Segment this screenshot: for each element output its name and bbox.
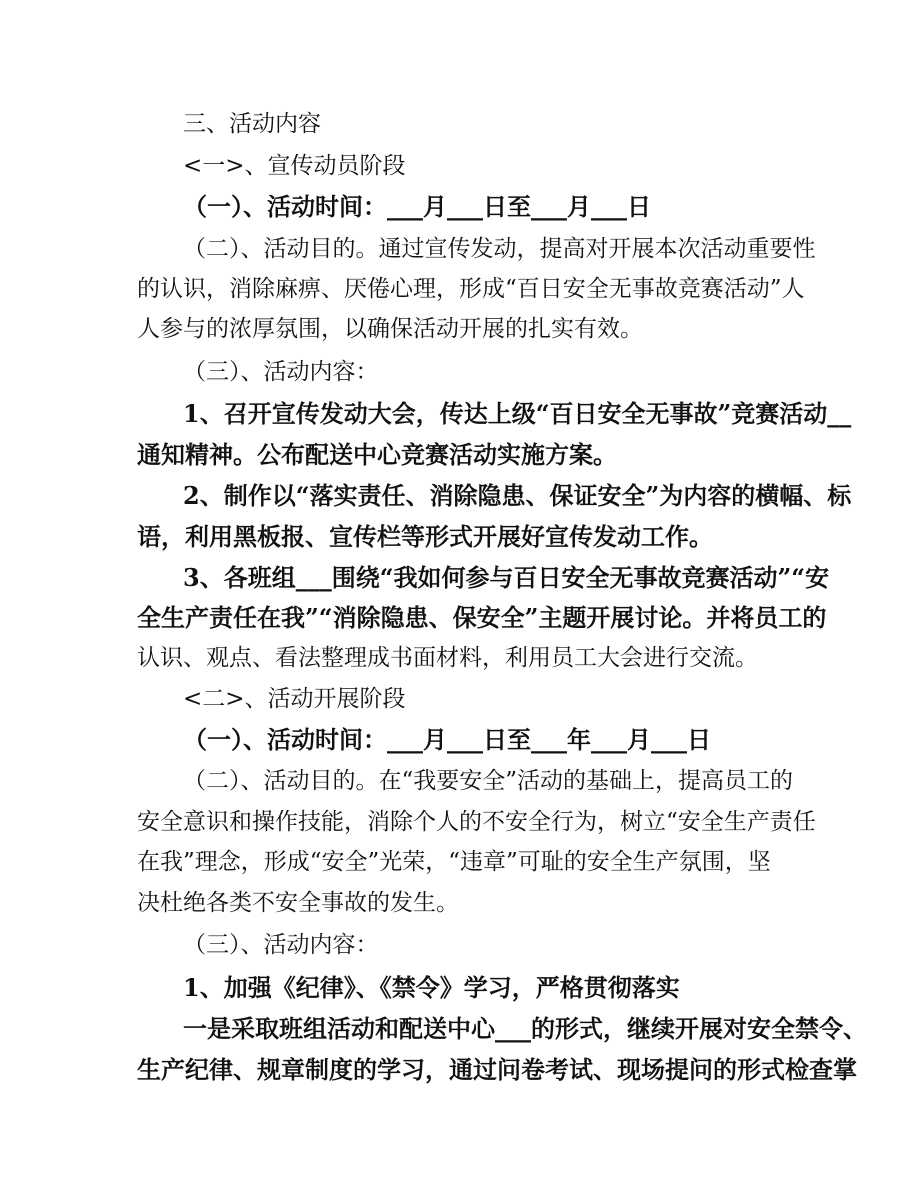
paragraph-line: 在我”理念，形成“安全”光荣，“违章”可耻的安全生产氛围，坚 [137,849,771,875]
paragraph-line: 安全意识和操作技能，消除个人的不安全行为，树立“安全生产责任 [137,809,816,835]
paragraph-line: 认识、观点、看法整理成书面材料，利用员工大会进行交流。 [137,645,758,671]
paragraph-line: 决杜绝各类不安全事故的发生。 [137,890,459,916]
activity-time-line: （一）、活动时间：___月___日至___年___月___日 [183,725,711,754]
paragraph-line: 语，利用黑板报、宣传栏等形式开展好宣传发动工作。 [137,522,713,551]
content-heading: （三）、活动内容： [183,932,379,958]
paragraph-line: 2、制作以“落实责任、消除隐患、保证安全”为内容的横幅、标 [183,481,852,510]
paragraph-line: 的认识，消除麻痹、厌倦心理，形成“百日安全无事故竞赛活动”人 [137,276,805,302]
subsection-heading: <一>、宣传动员阶段 [183,153,406,179]
paragraph-line: 1、召开宣传发动大会，传达上级“百日安全无事故”竞赛活动__ [183,399,852,428]
paragraph-line: 人参与的浓厚氛围，以确保活动开展的扎实有效。 [137,316,643,342]
paragraph-line: 通知精神。公布配送中心竞赛活动实施方案。 [137,440,617,469]
activity-time-line: （一）、活动时间：___月___日至___月___日 [183,192,651,221]
section-heading: 三、活动内容 [183,111,321,137]
paragraph-line: 1、加强《纪律》、《禁令》学习，严格贯彻落实 [183,973,680,1002]
paragraph-line: 一是采取班组活动和配送中心___的形式，继续开展对安全禁令、 [183,1014,867,1043]
content-heading: （三）、活动内容： [183,359,379,385]
paragraph-line: 全生产责任在我”“消除隐患、保安全”主题开展讨论。并将员工的 [137,603,827,632]
paragraph-line: （二）、活动目的。通过宣传发动，提高对开展本次活动重要性 [183,236,816,262]
paragraph-line: 生产纪律、规章制度的学习，通过问卷考试、现场提问的形式检查掌 [137,1055,857,1084]
paragraph-line: 3、各班组___围绕“我如何参与百日安全无事故竞赛活动”“安 [183,563,830,592]
subsection-heading: <二>、活动开展阶段 [183,686,406,712]
paragraph-line: （二）、活动目的。在“我要安全”活动的基础上，提高员工的 [183,768,794,794]
